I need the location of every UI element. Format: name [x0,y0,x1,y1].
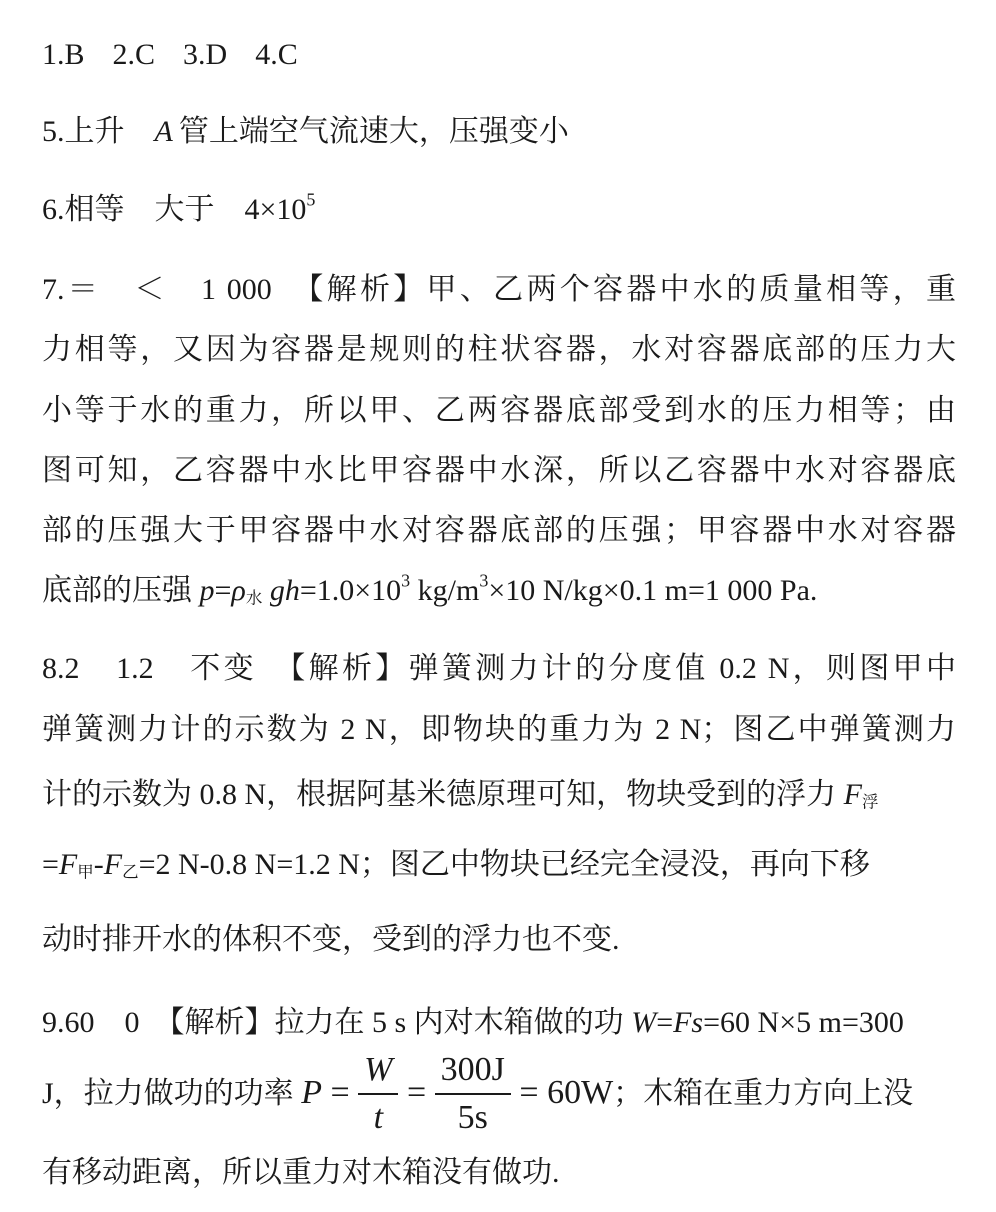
answer-q7-rho-sub: 水 [245,588,263,608]
answer-line-6 [42,190,315,230]
answer-q8-F1: F [58,848,78,881]
answer-q3: 3.D [183,38,228,71]
answer-q9-eq1: = [321,1074,359,1111]
answer-q7-exp1: 3 [401,570,411,591]
answer-q8-line-5: 动时排开水的体积不变，受到的浮力也不变. [42,923,620,956]
answer-q5-text: 管上端空气流速大，压强变小 [178,115,569,148]
answer-q9-l1-rest: =60 N×5 m=300 [703,1006,904,1039]
answer-q4: 4.C [255,38,298,71]
answer-q7-mid: =1.0×10 [299,574,402,607]
answer-q1: 1.B [42,38,85,71]
answer-q7-line-2: 力相等，又因为容器是规则的柱状容器，水对容器底部的压力大 [42,333,956,366]
fraction-numerator-w: W [358,1053,398,1095]
fraction-denominator-t: t [373,1099,384,1137]
answer-q7-line-6 [42,571,817,611]
answer-q8-line-4 [42,845,870,885]
answer-q7-unit: kg/m [410,574,480,607]
answer-q7-eq: = [214,574,232,607]
answer-q8-line-3 [42,775,879,815]
power-fraction-values [435,1053,511,1135]
answer-q9-Fs: Fs [673,1006,704,1039]
answer-q8-F-sub: 浮 [862,792,879,812]
answer-q7-gh: gh [262,574,300,607]
fraction-denominator-5s: 5s [457,1099,488,1137]
answer-q8-line-2: 弹簧测力计的示数为 2 N，即物块的重力为 2 N；图乙中弹簧测力 [42,713,956,746]
answer-q9-eq2: = [398,1074,435,1111]
answer-q6-a2: 大于 [154,193,215,226]
answer-line-1-4 [42,35,298,75]
answer-q6-a3: 4×10 [244,193,307,226]
answer-q8-F: F [843,778,862,811]
answer-q8-dash: - [93,848,104,881]
answer-q8-l4-eq: = [42,848,59,881]
answer-q7-line-1: 7.＝ ＜ 1 000 【解析】甲、乙两个容器中水的质量相等，重 [42,273,956,306]
power-fraction-w-over-t [358,1053,398,1135]
answer-q7-end: ×10 N/kg×0.1 m=1 000 Pa. [488,574,818,607]
answer-q7-line-4: 图可知，乙容器中水比甲容器中水深，所以乙容器中水对容器底 [42,454,956,487]
answer-q8-F2-sub: 乙 [122,862,139,882]
answer-q9-W: W [631,1006,657,1039]
answer-q2: 2.C [112,38,156,71]
answer-q5-var: A [154,115,173,148]
answer-q7-line-3: 小等于水的重力，所以甲、乙两容器底部受到水的压力相等；由 [42,394,956,427]
answer-q9-l1-pre: 9.60 0 【解析】拉力在 5 s 内对木箱做的功 [42,1006,632,1039]
answer-q7-exp2: 3 [479,570,489,591]
fraction-numerator-300j: 300J [435,1053,511,1095]
answer-q8-F2: F [103,848,123,881]
answer-q6-exponent: 5 [306,189,316,210]
answer-q7-line-5: 部的压强大于甲容器中水对容器底部的压强；甲容器中水对容器 [42,514,956,547]
answer-q8-line-1: 8.2 1.2 不变 【解析】弹簧测力计的分度值 0.2 N，则图甲中 [42,652,956,685]
answer-q7-p: p [199,574,215,607]
answer-q9-l1-eq: = [656,1006,674,1039]
answer-line-5 [42,112,569,152]
answer-q5-num: 5.上升 [42,115,125,148]
answer-q9-eq3: = 60W [510,1074,614,1111]
answer-q8-F1-sub: 甲 [77,862,94,882]
answer-q8-l3-pre: 计的示数为 0.8 N，根据阿基米德原理可知，物块受到的浮力 [42,778,844,811]
answer-q7-rho: ρ [231,574,246,607]
answer-q9-l2-pre: J，拉力做功的功率 [42,1077,302,1110]
answer-q9-line-2 [42,1051,914,1137]
answer-q7-l6-pre: 底部的压强 [42,574,200,607]
answer-q8-l4-rest: =2 N-0.8 N=1.2 N；图乙中物块已经完全浸没，再向下移 [138,848,870,881]
answer-q6-num: 6.相等 [42,193,125,226]
answer-q9-P: P [301,1074,322,1111]
answer-q9-line-3: 有移动距离，所以重力对木箱没有做功. [42,1156,560,1189]
answer-q9-l2-rest: ；木箱在重力方向上没 [613,1077,914,1110]
answer-q9-line-1 [42,1003,904,1043]
